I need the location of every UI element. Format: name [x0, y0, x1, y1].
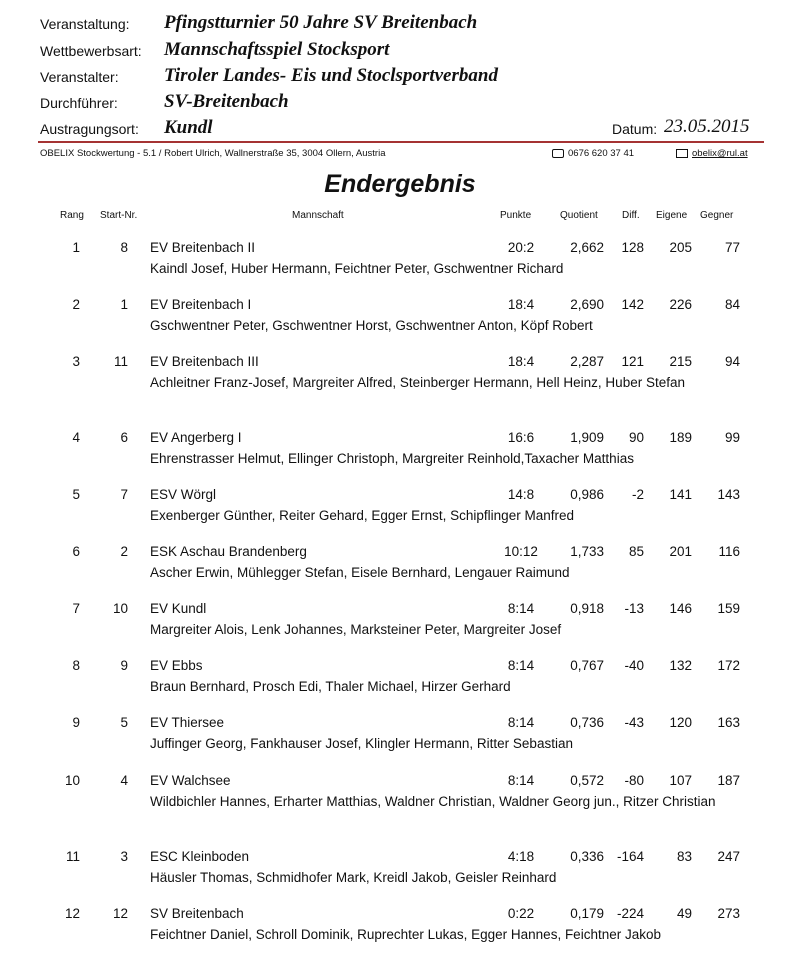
cell-rang: 1	[72, 240, 80, 255]
col-header-punkte: Punkte	[500, 210, 532, 221]
table-row	[0, 430, 800, 486]
cell-team: EV Ebbs	[150, 658, 203, 673]
cell-start: 4	[120, 773, 128, 788]
contact-phone	[552, 148, 634, 159]
cell-members: Gschwentner Peter, Gschwentner Horst, Gschwentner Anton, Köpf Robert	[150, 318, 593, 333]
contact-email[interactable]	[676, 148, 748, 159]
cell-start: 7	[120, 487, 128, 502]
col-header-team: Mannschaft	[292, 210, 344, 221]
cell-start: 6	[120, 430, 128, 445]
cell-quotient: 0,336	[570, 849, 604, 864]
cell-diff: 90	[628, 430, 644, 445]
cell-diff: 128	[621, 240, 644, 255]
cell-start: 1	[120, 297, 128, 312]
cell-diff: -2	[631, 487, 644, 502]
cell-members: Achleitner Franz-Josef, Margreiter Alfred, Steinberger Hermann, Hell Heinz, Huber Stefan	[150, 375, 685, 390]
cell-diff: 85	[628, 544, 644, 559]
cell-eigene: 189	[669, 430, 692, 445]
cell-eigene: 132	[669, 658, 692, 673]
cell-punkte: 20:2	[507, 240, 535, 255]
cell-start: 12	[112, 906, 128, 921]
cell-diff: 121	[621, 354, 644, 369]
cell-rang: 6	[72, 544, 80, 559]
cell-members: Margreiter Alois, Lenk Johannes, Marksteiner Peter, Margreiter Josef	[150, 622, 562, 637]
cell-eigene: 83	[676, 849, 692, 864]
col-header-eigene: Eigene	[656, 210, 688, 221]
cell-quotient: 0,572	[570, 773, 604, 788]
software-credit: OBELIX Stockwertung - 5.1 / Robert Ulrich, Wallnerstraße 35, 3004 Ollern, Austria	[40, 148, 386, 159]
cell-eigene: 201	[669, 544, 692, 559]
cell-quotient: 2,690	[570, 297, 604, 312]
cell-punkte: 10:12	[504, 544, 538, 559]
cell-team: EV Kundl	[150, 601, 207, 616]
cell-members: Ascher Erwin, Mühlegger Stefan, Eisele Bernhard, Lengauer Raimund	[150, 565, 570, 580]
table-row	[0, 601, 800, 657]
cell-quotient: 2,287	[570, 354, 604, 369]
cell-quotient: 2,662	[570, 240, 604, 255]
cell-start: 8	[120, 240, 128, 255]
cell-punkte: 18:4	[507, 297, 535, 312]
cell-team: ESC Kleinboden	[150, 849, 250, 864]
cell-eigene: 141	[669, 487, 692, 502]
header-divider	[38, 141, 764, 143]
table-row	[0, 297, 800, 353]
cell-diff: -224	[616, 906, 644, 921]
header-value-austragungsort: Kundl	[164, 117, 213, 138]
cell-eigene: 146	[669, 601, 692, 616]
col-header-start: Start-Nr.	[100, 210, 138, 221]
cell-punkte: 18:4	[507, 354, 535, 369]
cell-gegner: 99	[724, 430, 740, 445]
cell-quotient: 1,909	[570, 430, 604, 445]
cell-members: Feichtner Daniel, Schroll Dominik, Ruprechter Lukas, Egger Hannes, Feichtner Jakob	[150, 927, 661, 942]
cell-team: SV Breitenbach	[150, 906, 244, 921]
cell-punkte: 16:6	[507, 430, 535, 445]
table-row	[0, 658, 800, 714]
cell-team: EV Thiersee	[150, 715, 225, 730]
cell-members: Juffinger Georg, Fankhauser Josef, Klingler Hermann, Ritter Sebastian	[150, 736, 573, 751]
table-row	[0, 849, 800, 905]
cell-punkte: 8:14	[507, 601, 535, 616]
cell-rang: 4	[72, 430, 80, 445]
cell-diff: -40	[624, 658, 644, 673]
col-header-gegner: Gegner	[700, 210, 734, 221]
cell-punkte: 14:8	[507, 487, 535, 502]
cell-quotient: 0,918	[570, 601, 604, 616]
cell-members: Häusler Thomas, Schmidhofer Mark, Kreidl Jakob, Geisler Reinhard	[150, 870, 557, 885]
date-value: 23.05.2015	[664, 116, 750, 137]
col-header-rang: Rang	[60, 210, 84, 221]
cell-team: EV Breitenbach I	[150, 297, 252, 312]
table-row	[0, 773, 800, 829]
cell-gegner: 187	[717, 773, 740, 788]
cell-diff: -43	[624, 715, 644, 730]
cell-diff: -164	[616, 849, 644, 864]
header-label-veranstaltung: Veranstaltung:	[40, 16, 130, 32]
header-value-veranstalter: Tiroler Landes- Eis und Stoclsportverband	[164, 65, 498, 86]
cell-gegner: 94	[724, 354, 740, 369]
cell-members: Braun Bernhard, Prosch Edi, Thaler Michael, Hirzer Gerhard	[150, 679, 511, 694]
table-row	[0, 354, 800, 410]
header-label-durchfuehrer: Durchführer:	[40, 95, 118, 111]
cell-diff: -13	[624, 601, 644, 616]
col-header-diff: Diff.	[622, 210, 640, 221]
phone-icon	[552, 149, 564, 158]
cell-rang: 10	[64, 773, 80, 788]
cell-team: EV Angerberg I	[150, 430, 242, 445]
cell-eigene: 107	[669, 773, 692, 788]
cell-rang: 2	[72, 297, 80, 312]
cell-eigene: 226	[669, 297, 692, 312]
header-label-austragungsort: Austragungsort:	[40, 121, 139, 137]
table-row	[0, 487, 800, 543]
cell-team: EV Breitenbach III	[150, 354, 259, 369]
cell-members: Wildbichler Hannes, Erharter Matthias, Waldner Christian, Waldner Georg jun., Ritzer Christian	[150, 794, 716, 809]
cell-quotient: 0,179	[570, 906, 604, 921]
cell-start: 5	[120, 715, 128, 730]
cell-eigene: 205	[669, 240, 692, 255]
email-address: obelix@rul.at	[692, 148, 748, 159]
col-header-quotient: Quotient	[560, 210, 598, 221]
cell-eigene: 120	[669, 715, 692, 730]
phone-number: 0676 620 37 41	[568, 148, 635, 159]
cell-gegner: 116	[718, 544, 740, 559]
cell-gegner: 163	[717, 715, 740, 730]
cell-quotient: 0,986	[570, 487, 604, 502]
cell-eigene: 215	[669, 354, 692, 369]
table-row	[0, 715, 800, 771]
cell-start: 11	[113, 354, 128, 369]
cell-punkte: 8:14	[507, 658, 535, 673]
cell-team: EV Breitenbach II	[150, 240, 256, 255]
cell-rang: 3	[72, 354, 80, 369]
table-row	[0, 544, 800, 600]
cell-rang: 11	[65, 849, 80, 864]
cell-members: Kaindl Josef, Huber Hermann, Feichtner Peter, Gschwentner Richard	[150, 261, 564, 276]
cell-rang: 12	[64, 906, 80, 921]
cell-rang: 5	[72, 487, 80, 502]
cell-start: 10	[112, 601, 128, 616]
cell-gegner: 247	[717, 849, 740, 864]
header-value-veranstaltung: Pfingstturnier 50 Jahre SV Breitenbach	[164, 12, 478, 33]
cell-start: 3	[120, 849, 128, 864]
cell-diff: 142	[621, 297, 644, 312]
cell-gegner: 273	[717, 906, 740, 921]
header-value-durchfuehrer: SV-Breitenbach	[164, 91, 289, 112]
cell-team: EV Walchsee	[150, 773, 231, 788]
header-label-veranstalter: Veranstalter:	[40, 69, 119, 85]
cell-rang: 7	[72, 601, 80, 616]
cell-members: Exenberger Günther, Reiter Gehard, Egger Ernst, Schipflinger Manfred	[150, 508, 574, 523]
cell-gegner: 159	[717, 601, 740, 616]
header-label-wettbewerbsart: Wettbewerbsart:	[40, 43, 142, 59]
cell-gegner: 77	[724, 240, 740, 255]
cell-punkte: 0:22	[507, 906, 535, 921]
cell-team: ESK Aschau Brandenberg	[150, 544, 307, 559]
cell-punkte: 8:14	[507, 773, 535, 788]
cell-gegner: 172	[717, 658, 740, 673]
cell-quotient: 0,736	[570, 715, 604, 730]
table-row	[0, 240, 800, 296]
table-row	[0, 906, 800, 962]
cell-members: Ehrenstrasser Helmut, Ellinger Christoph, Margreiter Reinhold,Taxacher Matthias	[150, 451, 634, 466]
cell-start: 9	[120, 658, 128, 673]
cell-punkte: 4:18	[507, 849, 535, 864]
cell-eigene: 49	[676, 906, 692, 921]
cell-diff: -80	[624, 773, 644, 788]
cell-team: ESV Wörgl	[150, 487, 217, 502]
cell-rang: 8	[72, 658, 80, 673]
mail-icon	[676, 149, 688, 158]
cell-quotient: 0,767	[570, 658, 604, 673]
cell-start: 2	[120, 544, 128, 559]
cell-quotient: 1,733	[570, 544, 604, 559]
cell-punkte: 8:14	[507, 715, 535, 730]
cell-gegner: 84	[724, 297, 740, 312]
cell-rang: 9	[72, 715, 80, 730]
header-value-wettbewerbsart: Mannschaftsspiel Stocksport	[164, 39, 390, 60]
date-label: Datum:	[612, 121, 658, 137]
cell-gegner: 143	[717, 487, 740, 502]
page-title: Endergebnis	[324, 170, 476, 198]
